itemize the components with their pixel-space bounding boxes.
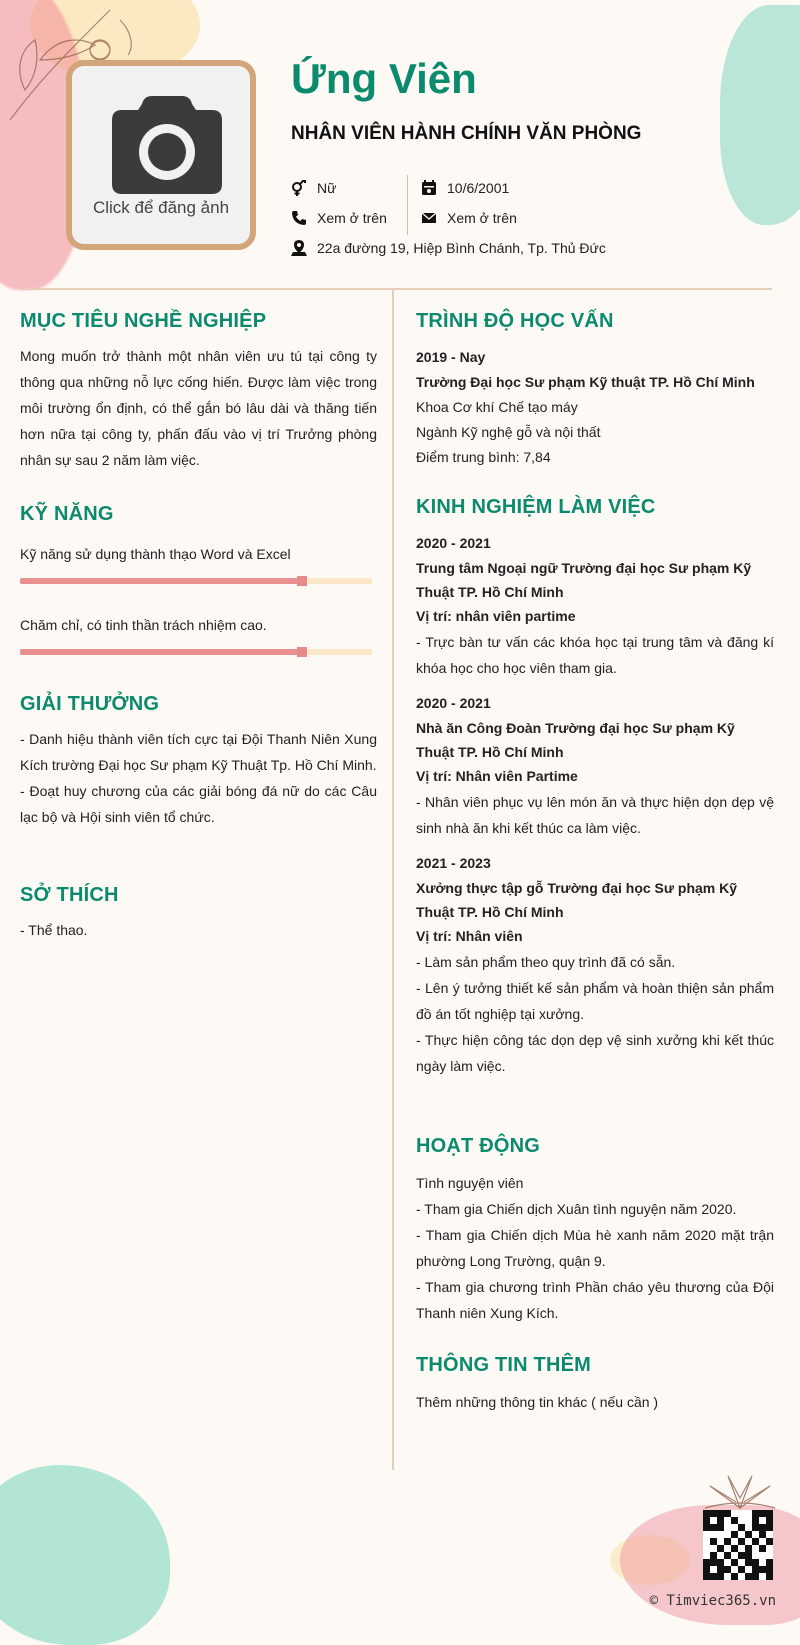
qr-module: [724, 1573, 731, 1580]
qr-module: [710, 1524, 717, 1531]
qr-module: [703, 1531, 710, 1538]
objective-title: MỤC TIÊU NGHỀ NGHIỆP: [20, 310, 267, 332]
job-entry: [416, 531, 774, 681]
objective-text: Mong muốn trở thành một nhân viên ưu tú tại công ty thông qua những nỗ lực cống hiến. Được làm việc trong môi trường ổn định, có thể gắn bó lâu dài và thăng tiến hơn nữa tại công ty, phấn đấu vào vị trí Trưởng phòng nhân sự sau 2 năm làm việc.: [20, 348, 377, 468]
qr-module: [731, 1545, 738, 1552]
qr-module: [759, 1559, 766, 1566]
phone-icon: [291, 210, 307, 226]
more-info-text: Thêm những thông tin khác ( nếu cần ): [416, 1394, 659, 1410]
qr-module: [703, 1566, 710, 1573]
qr-module: [724, 1559, 731, 1566]
gender-icon: [291, 180, 307, 196]
qr-module: [724, 1566, 731, 1573]
job-company: Nhà ăn Công Đoàn Trường đại học Sư phạm Kỹ Thuật TP. Hồ Chí Minh: [416, 720, 735, 760]
skill-bar: [20, 649, 372, 655]
qr-module: [752, 1552, 759, 1559]
qr-module: [703, 1517, 710, 1524]
job-role: Vị trí: Nhân viên Partime: [416, 768, 578, 784]
award-item: - Danh hiệu thành viên tích cực tại Đội Thanh Niên Xung Kích trường Đại học Sư phạm Kỹ Thuật Tp. Hồ Chí Minh.: [20, 731, 377, 773]
job-company: Trung tâm Ngoại ngữ Trường đại học Sư phạm Kỹ Thuật TP. Hồ Chí Minh: [416, 560, 752, 600]
activity-item: - Tham gia chương trình Phần cháo yêu thương của Đội Thanh niên Xung Kích.: [416, 1279, 774, 1321]
candidate-name: Ứng Viên: [291, 55, 477, 102]
job-entry: [416, 851, 774, 1079]
qr-module: [766, 1531, 773, 1538]
photo-caption: Click để đăng ảnh: [92, 198, 230, 217]
activities-title: HOẠT ĐỘNG: [416, 1135, 541, 1157]
qr-module: [766, 1573, 773, 1580]
qr-module: [717, 1517, 724, 1524]
qr-module: [710, 1566, 717, 1573]
qr-module: [724, 1545, 731, 1552]
education-faculty: Khoa Cơ khí Chế tạo máy: [416, 399, 578, 415]
qr-module: [759, 1545, 766, 1552]
qr-module: [738, 1545, 745, 1552]
job-description: - Lên ý tưởng thiết kế sản phẩm và hoàn thiện sản phẩm đồ án tốt nghiệp tại xưởng.: [416, 980, 774, 1022]
qr-module: [766, 1559, 773, 1566]
job-period: 2021 - 2023: [416, 855, 491, 871]
job-entry: [416, 691, 774, 841]
column-divider: [392, 290, 394, 1470]
activity-item: Tình nguyện viên: [416, 1175, 524, 1191]
skill-knob: [297, 647, 307, 657]
qr-module: [717, 1552, 724, 1559]
qr-module: [745, 1566, 752, 1573]
education-title: TRÌNH ĐỘ HỌC VẤN: [416, 310, 614, 332]
qr-module: [731, 1552, 738, 1559]
address-info: [291, 240, 606, 256]
qr-module: [752, 1566, 759, 1573]
qr-module: [766, 1510, 773, 1517]
job-description: - Thực hiện công tác dọn dẹp vệ sinh xưởng khi kết thúc ngày làm việc.: [416, 1032, 774, 1074]
qr-module: [759, 1517, 766, 1524]
qr-module: [703, 1538, 710, 1545]
qr-module: [745, 1573, 752, 1580]
job-position: NHÂN VIÊN HÀNH CHÍNH VĂN PHÒNG: [291, 123, 642, 144]
job-description: - Làm sản phẩm theo quy trình đã có sẵn.: [416, 954, 676, 970]
qr-module: [759, 1566, 766, 1573]
qr-module: [759, 1538, 766, 1545]
qr-module: [731, 1510, 738, 1517]
skill-label: Kỹ năng sử dụng thành thạo Word và Excel: [20, 546, 291, 562]
qr-module: [710, 1538, 717, 1545]
qr-module: [724, 1510, 731, 1517]
qr-module: [766, 1524, 773, 1531]
birthday-value: 10/6/2001: [447, 180, 510, 196]
qr-module: [752, 1545, 759, 1552]
qr-module: [738, 1517, 745, 1524]
objective-section: [20, 310, 377, 473]
job-period: 2020 - 2021: [416, 535, 491, 551]
qr-module: [710, 1545, 717, 1552]
activity-item: - Tham gia Chiến dịch Xuân tình nguyện năm 2020.: [416, 1201, 737, 1217]
qr-module: [752, 1538, 759, 1545]
qr-module: [766, 1545, 773, 1552]
qr-module: [731, 1524, 738, 1531]
qr-module: [731, 1566, 738, 1573]
qr-module: [724, 1524, 731, 1531]
phone-value: Xem ở trên: [317, 210, 387, 226]
hobbies-title: SỞ THÍCH: [20, 884, 119, 906]
qr-module: [710, 1573, 717, 1580]
activity-item: - Tham gia Chiến dịch Mùa hè xanh năm 2020 mặt trận phường Long Trường, quận 9.: [416, 1227, 774, 1269]
skill-item: [20, 546, 377, 584]
qr-module: [752, 1517, 759, 1524]
calendar-icon: [421, 180, 437, 196]
qr-module: [731, 1573, 738, 1580]
gender-info: [291, 180, 336, 196]
education-school: Trường Đại học Sư phạm Kỹ thuật TP. Hồ Chí Minh: [416, 374, 755, 390]
job-role: Vị trí: Nhân viên: [416, 928, 523, 944]
qr-module: [766, 1566, 773, 1573]
activities-section: [416, 1135, 774, 1326]
qr-module: [738, 1524, 745, 1531]
qr-module: [731, 1538, 738, 1545]
qr-module: [766, 1517, 773, 1524]
skill-bar: [20, 578, 372, 584]
skill-knob: [297, 576, 307, 586]
education-section: [416, 310, 774, 470]
awards-section: [20, 693, 377, 830]
gender-value: Nữ: [317, 180, 337, 196]
qr-module: [745, 1531, 752, 1538]
qr-module: [766, 1538, 773, 1545]
qr-module: [759, 1552, 766, 1559]
experience-title: KINH NGHIỆM LÀM VIỆC: [416, 496, 656, 518]
qr-module: [752, 1531, 759, 1538]
qr-module: [738, 1538, 745, 1545]
qr-module: [724, 1531, 731, 1538]
qr-module: [745, 1552, 752, 1559]
qr-module: [710, 1552, 717, 1559]
qr-module: [703, 1524, 710, 1531]
qr-module: [717, 1566, 724, 1573]
more-info-title: THÔNG TIN THÊM: [416, 1354, 592, 1376]
qr-module: [731, 1517, 738, 1524]
qr-module: [717, 1531, 724, 1538]
qr-module: [703, 1545, 710, 1552]
qr-module: [703, 1559, 710, 1566]
qr-module: [752, 1573, 759, 1580]
qr-module: [717, 1545, 724, 1552]
qr-code-icon: [703, 1510, 773, 1580]
camera-icon: [112, 96, 222, 194]
qr-module: [703, 1573, 710, 1580]
awards-title: GIẢI THƯỞNG: [20, 693, 160, 715]
award-item: - Đoạt huy chương của các giải bóng đá nữ do các Câu lạc bộ và Hội sinh viên tổ chức.: [20, 783, 377, 825]
hobby-item: - Thể thao.: [20, 922, 88, 938]
qr-module: [710, 1559, 717, 1566]
skill-label: Chăm chỉ, có tinh thần trách nhiệm cao.: [20, 617, 267, 633]
qr-module: [703, 1510, 710, 1517]
qr-module: [731, 1531, 738, 1538]
profile-photo-upload[interactable]: [66, 60, 256, 250]
right-column: [416, 310, 774, 1415]
job-description: - Trực bàn tư vấn các khóa học tại trung tâm và đăng kí khóa học cho học viên tham gia.: [416, 634, 774, 676]
address-value: 22a đường 19, Hiệp Bình Chánh, Tp. Thủ Đức: [317, 240, 606, 256]
education-major: Ngành Kỹ nghệ gỗ và nội thất: [416, 424, 601, 440]
location-icon: [291, 240, 307, 256]
qr-module: [759, 1573, 766, 1580]
more-info-section: [416, 1354, 774, 1415]
job-period: 2020 - 2021: [416, 695, 491, 711]
qr-module: [738, 1552, 745, 1559]
qr-module: [738, 1510, 745, 1517]
qr-module: [724, 1538, 731, 1545]
watercolor-decoration: [0, 1465, 170, 1645]
qr-module: [759, 1531, 766, 1538]
qr-module: [717, 1524, 724, 1531]
hobbies-section: [20, 884, 377, 943]
email-info: [421, 210, 517, 226]
header-divider: [22, 288, 772, 290]
qr-module: [745, 1517, 752, 1524]
left-column: [20, 310, 377, 943]
qr-module: [717, 1559, 724, 1566]
qr-module: [738, 1559, 745, 1566]
job-company: Xưởng thực tập gỗ Trường đại học Sư phạm Kỹ Thuật TP. Hồ Chí Minh: [416, 880, 738, 920]
qr-module: [724, 1517, 731, 1524]
qr-module: [745, 1559, 752, 1566]
phone-info: [291, 210, 387, 226]
skills-section: [20, 503, 377, 655]
qr-module: [717, 1538, 724, 1545]
qr-module: [759, 1524, 766, 1531]
qr-module: [745, 1524, 752, 1531]
skill-fill: [20, 649, 302, 655]
qr-module: [738, 1573, 745, 1580]
qr-module: [710, 1517, 717, 1524]
qr-module: [717, 1573, 724, 1580]
qr-module: [752, 1510, 759, 1517]
email-value: Xem ở trên: [447, 210, 517, 226]
education-period: 2019 - Nay: [416, 349, 486, 365]
qr-module: [745, 1545, 752, 1552]
info-divider: [407, 175, 408, 235]
footer-brand: © Timviec365.vn: [649, 1593, 776, 1609]
qr-module: [703, 1552, 710, 1559]
qr-module: [710, 1510, 717, 1517]
qr-module: [752, 1524, 759, 1531]
job-role: Vị trí: nhân viên partime: [416, 608, 576, 624]
qr-module: [752, 1559, 759, 1566]
qr-module: [745, 1538, 752, 1545]
qr-module: [731, 1559, 738, 1566]
floral-decoration-icon: [700, 1470, 780, 1510]
qr-module: [745, 1510, 752, 1517]
qr-module: [759, 1510, 766, 1517]
qr-module: [724, 1552, 731, 1559]
job-description: - Nhân viên phục vụ lên món ăn và thực hiện dọn dẹp vệ sinh nhà ăn khi kết thúc ca làm việc.: [416, 794, 774, 836]
envelope-icon: [421, 210, 437, 226]
skill-fill: [20, 578, 302, 584]
watercolor-decoration: [720, 5, 800, 225]
qr-module: [766, 1552, 773, 1559]
qr-module: [738, 1566, 745, 1573]
qr-module: [738, 1531, 745, 1538]
education-gpa: Điểm trung bình: 7,84: [416, 449, 551, 465]
skills-title: KỸ NĂNG: [20, 503, 114, 525]
experience-section: [416, 496, 774, 1079]
qr-module: [710, 1531, 717, 1538]
qr-module: [717, 1510, 724, 1517]
skill-item: [20, 617, 377, 655]
birthday-info: [421, 180, 509, 196]
